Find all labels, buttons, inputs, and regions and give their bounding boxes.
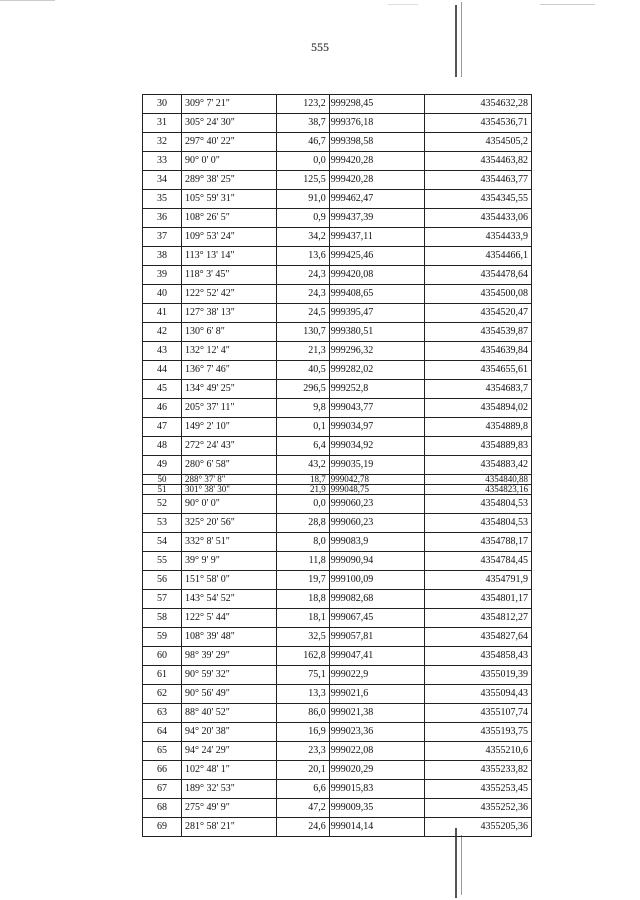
segment-length-cell: 20,1	[277, 761, 329, 780]
y-coordinate-cell: 4355193,75	[425, 723, 532, 742]
segment-length-cell: 28,8	[277, 514, 329, 533]
y-coordinate-cell: 4354433,06	[425, 209, 532, 228]
y-coordinate-cell: 4354536,71	[425, 114, 532, 133]
x-coordinate-cell: 999034,92	[329, 437, 424, 456]
x-coordinate-cell: 999090,94	[329, 552, 424, 571]
direction-angle-cell: 90° 59' 32"	[182, 666, 277, 685]
y-coordinate-cell: 4354791,9	[425, 571, 532, 590]
direction-angle-cell: 118° 3' 45"	[182, 266, 277, 285]
segment-length-cell: 0,0	[277, 152, 329, 171]
table-row	[143, 342, 532, 361]
point-number-cell: 65	[143, 742, 182, 761]
direction-angle-cell: 297° 40' 22"	[182, 133, 277, 152]
direction-angle-cell: 151° 58' 0"	[182, 571, 277, 590]
segment-length-cell: 0,0	[277, 495, 329, 514]
table-row	[143, 266, 532, 285]
direction-angle-cell: 90° 56' 49"	[182, 685, 277, 704]
segment-length-cell: 6,4	[277, 437, 329, 456]
direction-angle-cell: 127° 38' 13"	[182, 304, 277, 323]
y-coordinate-cell: 4355210,6	[425, 742, 532, 761]
direction-angle-cell: 275° 49' 9"	[182, 799, 277, 818]
point-number-cell: 37	[143, 228, 182, 247]
x-coordinate-cell: 999021,6	[329, 685, 424, 704]
x-coordinate-cell: 999420,28	[329, 152, 424, 171]
segment-length-cell: 34,2	[277, 228, 329, 247]
point-number-cell: 39	[143, 266, 182, 285]
coordinates-table	[142, 94, 532, 837]
table-row	[143, 437, 532, 456]
segment-length-cell: 19,7	[277, 571, 329, 590]
x-coordinate-cell: 999020,29	[329, 761, 424, 780]
y-coordinate-cell: 4354823,16	[425, 485, 532, 495]
segment-length-cell: 13,6	[277, 247, 329, 266]
direction-angle-cell: 88° 40' 52"	[182, 704, 277, 723]
table-row	[143, 209, 532, 228]
x-coordinate-cell: 999408,65	[329, 285, 424, 304]
point-number-cell: 52	[143, 495, 182, 514]
x-coordinate-cell: 999048,75	[329, 485, 424, 495]
direction-angle-cell: 143° 54' 52"	[182, 590, 277, 609]
segment-length-cell: 38,7	[277, 114, 329, 133]
x-coordinate-cell: 999042,78	[329, 475, 424, 485]
y-coordinate-cell: 4355252,36	[425, 799, 532, 818]
x-coordinate-cell: 999057,81	[329, 628, 424, 647]
x-coordinate-cell: 999009,35	[329, 799, 424, 818]
table-row	[143, 380, 532, 399]
x-coordinate-cell: 999425,46	[329, 247, 424, 266]
y-coordinate-cell: 4354788,17	[425, 533, 532, 552]
point-number-cell: 61	[143, 666, 182, 685]
direction-angle-cell: 309° 7' 21"	[182, 95, 277, 114]
point-number-cell: 32	[143, 133, 182, 152]
table-row	[143, 247, 532, 266]
table-row	[143, 495, 532, 514]
point-number-cell: 40	[143, 285, 182, 304]
point-number-cell: 38	[143, 247, 182, 266]
segment-length-cell: 6,6	[277, 780, 329, 799]
y-coordinate-cell: 4354500,08	[425, 285, 532, 304]
direction-angle-cell: 205° 37' 11"	[182, 399, 277, 418]
table-row	[143, 571, 532, 590]
table-row	[143, 780, 532, 799]
point-number-cell: 54	[143, 533, 182, 552]
direction-angle-cell: 288° 37' 8"	[182, 475, 277, 485]
point-number-cell: 64	[143, 723, 182, 742]
x-coordinate-cell: 999022,9	[329, 666, 424, 685]
direction-angle-cell: 90° 0' 0"	[182, 495, 277, 514]
y-coordinate-cell: 4354466,1	[425, 247, 532, 266]
scan-artifact-line	[388, 4, 418, 5]
direction-angle-cell: 102° 48' 1"	[182, 761, 277, 780]
table-row	[143, 533, 532, 552]
x-coordinate-cell: 999252,8	[329, 380, 424, 399]
segment-length-cell: 9,8	[277, 399, 329, 418]
point-number-cell: 62	[143, 685, 182, 704]
y-coordinate-cell: 4354801,17	[425, 590, 532, 609]
y-coordinate-cell: 4354655,61	[425, 361, 532, 380]
y-coordinate-cell: 4354463,82	[425, 152, 532, 171]
y-coordinate-cell: 4354784,45	[425, 552, 532, 571]
y-coordinate-cell: 4354858,43	[425, 647, 532, 666]
point-number-cell: 69	[143, 818, 182, 837]
point-number-cell: 42	[143, 323, 182, 342]
direction-angle-cell: 136° 7' 46"	[182, 361, 277, 380]
point-number-cell: 45	[143, 380, 182, 399]
segment-length-cell: 47,2	[277, 799, 329, 818]
point-number-cell: 43	[143, 342, 182, 361]
segment-length-cell: 32,5	[277, 628, 329, 647]
x-coordinate-cell: 999298,45	[329, 95, 424, 114]
x-coordinate-cell: 999398,58	[329, 133, 424, 152]
y-coordinate-cell: 4355253,45	[425, 780, 532, 799]
x-coordinate-cell: 999437,11	[329, 228, 424, 247]
x-coordinate-cell: 999437,39	[329, 209, 424, 228]
y-coordinate-cell: 4354463,77	[425, 171, 532, 190]
y-coordinate-cell: 4355107,74	[425, 704, 532, 723]
x-coordinate-cell: 999376,18	[329, 114, 424, 133]
table-row	[143, 685, 532, 704]
direction-angle-cell: 90° 0' 0"	[182, 152, 277, 171]
point-number-cell: 31	[143, 114, 182, 133]
x-coordinate-cell: 999047,41	[329, 647, 424, 666]
direction-angle-cell: 332° 8' 51"	[182, 533, 277, 552]
direction-angle-cell: 39° 9' 9"	[182, 552, 277, 571]
y-coordinate-cell: 4354883,42	[425, 456, 532, 475]
segment-length-cell: 162,8	[277, 647, 329, 666]
y-coordinate-cell: 4355094,43	[425, 685, 532, 704]
coordinates-table-body	[143, 95, 532, 837]
x-coordinate-cell: 999034,97	[329, 418, 424, 437]
x-coordinate-cell: 999462,47	[329, 190, 424, 209]
segment-length-cell: 0,9	[277, 209, 329, 228]
direction-angle-cell: 94° 24' 29"	[182, 742, 277, 761]
table-row	[143, 485, 532, 495]
table-row	[143, 95, 532, 114]
segment-length-cell: 18,8	[277, 590, 329, 609]
point-number-cell: 46	[143, 399, 182, 418]
y-coordinate-cell: 4354539,87	[425, 323, 532, 342]
segment-length-cell: 18,7	[277, 475, 329, 485]
point-number-cell: 30	[143, 95, 182, 114]
x-coordinate-cell: 999282,02	[329, 361, 424, 380]
direction-angle-cell: 122° 52' 42"	[182, 285, 277, 304]
y-coordinate-cell: 4354812,27	[425, 609, 532, 628]
y-coordinate-cell: 4354804,53	[425, 514, 532, 533]
x-coordinate-cell: 999420,28	[329, 171, 424, 190]
segment-length-cell: 91,0	[277, 190, 329, 209]
direction-angle-cell: 130° 6' 8"	[182, 323, 277, 342]
segment-length-cell: 24,5	[277, 304, 329, 323]
table-row	[143, 590, 532, 609]
y-coordinate-cell: 4354345,55	[425, 190, 532, 209]
segment-length-cell: 24,3	[277, 266, 329, 285]
x-coordinate-cell: 999100,09	[329, 571, 424, 590]
scan-artifact-line	[461, 835, 462, 895]
segment-length-cell: 11,8	[277, 552, 329, 571]
segment-length-cell: 8,0	[277, 533, 329, 552]
segment-length-cell: 40,5	[277, 361, 329, 380]
table-row	[143, 609, 532, 628]
y-coordinate-cell: 4354889,8	[425, 418, 532, 437]
y-coordinate-cell: 4354639,84	[425, 342, 532, 361]
segment-length-cell: 75,1	[277, 666, 329, 685]
segment-length-cell: 0,1	[277, 418, 329, 437]
point-number-cell: 47	[143, 418, 182, 437]
point-number-cell: 59	[143, 628, 182, 647]
x-coordinate-cell: 999015,83	[329, 780, 424, 799]
direction-angle-cell: 301° 38' 30"	[182, 485, 277, 495]
table-row	[143, 799, 532, 818]
direction-angle-cell: 272° 24' 43"	[182, 437, 277, 456]
direction-angle-cell: 149° 2' 10"	[182, 418, 277, 437]
point-number-cell: 44	[143, 361, 182, 380]
table-row	[143, 171, 532, 190]
table-row	[143, 704, 532, 723]
table-row	[143, 475, 532, 485]
segment-length-cell: 46,7	[277, 133, 329, 152]
direction-angle-cell: 94° 20' 38"	[182, 723, 277, 742]
table-row	[143, 514, 532, 533]
point-number-cell: 35	[143, 190, 182, 209]
table-row	[143, 285, 532, 304]
scan-artifact-line	[0, 0, 55, 1]
table-row	[143, 666, 532, 685]
x-coordinate-cell: 999395,47	[329, 304, 424, 323]
scan-artifact-line	[540, 4, 595, 5]
page-number: 555	[311, 40, 329, 54]
segment-length-cell: 21,9	[277, 485, 329, 495]
point-number-cell: 55	[143, 552, 182, 571]
point-number-cell: 41	[143, 304, 182, 323]
segment-length-cell: 43,2	[277, 456, 329, 475]
segment-length-cell: 24,6	[277, 818, 329, 837]
table-row	[143, 133, 532, 152]
direction-angle-cell: 134° 49' 25"	[182, 380, 277, 399]
direction-angle-cell: 113° 13' 14"	[182, 247, 277, 266]
direction-angle-cell: 325° 20' 56"	[182, 514, 277, 533]
table-row	[143, 628, 532, 647]
point-number-cell: 33	[143, 152, 182, 171]
x-coordinate-cell: 999023,36	[329, 723, 424, 742]
table-row	[143, 323, 532, 342]
table-row	[143, 742, 532, 761]
point-number-cell: 57	[143, 590, 182, 609]
direction-angle-cell: 98° 39' 29"	[182, 647, 277, 666]
x-coordinate-cell: 999022,08	[329, 742, 424, 761]
table-row	[143, 228, 532, 247]
y-coordinate-cell: 4355205,36	[425, 818, 532, 837]
y-coordinate-cell: 4354520,47	[425, 304, 532, 323]
x-coordinate-cell: 999296,32	[329, 342, 424, 361]
y-coordinate-cell: 4354683,7	[425, 380, 532, 399]
y-coordinate-cell: 4355019,39	[425, 666, 532, 685]
point-number-cell: 49	[143, 456, 182, 475]
point-number-cell: 50	[143, 475, 182, 485]
y-coordinate-cell: 4354804,53	[425, 495, 532, 514]
direction-angle-cell: 105° 59' 31"	[182, 190, 277, 209]
scan-artifact-line	[455, 828, 457, 898]
segment-length-cell: 24,3	[277, 285, 329, 304]
segment-length-cell: 21,3	[277, 342, 329, 361]
y-coordinate-cell: 4354433,9	[425, 228, 532, 247]
direction-angle-cell: 280° 6' 58"	[182, 456, 277, 475]
y-coordinate-cell: 4354478,64	[425, 266, 532, 285]
table-row	[143, 761, 532, 780]
table-row	[143, 114, 532, 133]
point-number-cell: 51	[143, 485, 182, 495]
segment-length-cell: 125,5	[277, 171, 329, 190]
table-row	[143, 456, 532, 475]
table-row	[143, 361, 532, 380]
table-row	[143, 723, 532, 742]
segment-length-cell: 18,1	[277, 609, 329, 628]
table-row	[143, 152, 532, 171]
segment-length-cell: 23,3	[277, 742, 329, 761]
point-number-cell: 58	[143, 609, 182, 628]
point-number-cell: 60	[143, 647, 182, 666]
table-row	[143, 190, 532, 209]
segment-length-cell: 13,3	[277, 685, 329, 704]
table-row	[143, 818, 532, 837]
point-number-cell: 68	[143, 799, 182, 818]
x-coordinate-cell: 999043,77	[329, 399, 424, 418]
direction-angle-cell: 305° 24' 30"	[182, 114, 277, 133]
x-coordinate-cell: 999060,23	[329, 514, 424, 533]
segment-length-cell: 16,9	[277, 723, 329, 742]
segment-length-cell: 123,2	[277, 95, 329, 114]
point-number-cell: 67	[143, 780, 182, 799]
x-coordinate-cell: 999060,23	[329, 495, 424, 514]
point-number-cell: 66	[143, 761, 182, 780]
direction-angle-cell: 109° 53' 24"	[182, 228, 277, 247]
table-row	[143, 399, 532, 418]
table-row	[143, 552, 532, 571]
segment-length-cell: 296,5	[277, 380, 329, 399]
table-row	[143, 647, 532, 666]
x-coordinate-cell: 999014,14	[329, 818, 424, 837]
table-row	[143, 418, 532, 437]
y-coordinate-cell: 4354505,2	[425, 133, 532, 152]
y-coordinate-cell: 4354840,88	[425, 475, 532, 485]
y-coordinate-cell: 4355233,82	[425, 761, 532, 780]
point-number-cell: 48	[143, 437, 182, 456]
direction-angle-cell: 289° 38' 25"	[182, 171, 277, 190]
point-number-cell: 63	[143, 704, 182, 723]
direction-angle-cell: 122° 5' 44"	[182, 609, 277, 628]
x-coordinate-cell: 999021,38	[329, 704, 424, 723]
direction-angle-cell: 189° 32' 53"	[182, 780, 277, 799]
y-coordinate-cell: 4354889,83	[425, 437, 532, 456]
point-number-cell: 34	[143, 171, 182, 190]
x-coordinate-cell: 999067,45	[329, 609, 424, 628]
x-coordinate-cell: 999380,51	[329, 323, 424, 342]
x-coordinate-cell: 999035,19	[329, 456, 424, 475]
x-coordinate-cell: 999420,08	[329, 266, 424, 285]
point-number-cell: 56	[143, 571, 182, 590]
x-coordinate-cell: 999083,9	[329, 533, 424, 552]
point-number-cell: 53	[143, 514, 182, 533]
segment-length-cell: 86,0	[277, 704, 329, 723]
x-coordinate-cell: 999082,68	[329, 590, 424, 609]
segment-length-cell: 130,7	[277, 323, 329, 342]
y-coordinate-cell: 4354827,64	[425, 628, 532, 647]
direction-angle-cell: 108° 26' 5"	[182, 209, 277, 228]
direction-angle-cell: 108° 39' 48"	[182, 628, 277, 647]
point-number-cell: 36	[143, 209, 182, 228]
direction-angle-cell: 132° 12' 4"	[182, 342, 277, 361]
direction-angle-cell: 281° 58' 21"	[182, 818, 277, 837]
y-coordinate-cell: 4354894,02	[425, 399, 532, 418]
table-row	[143, 304, 532, 323]
y-coordinate-cell: 4354632,28	[425, 95, 532, 114]
